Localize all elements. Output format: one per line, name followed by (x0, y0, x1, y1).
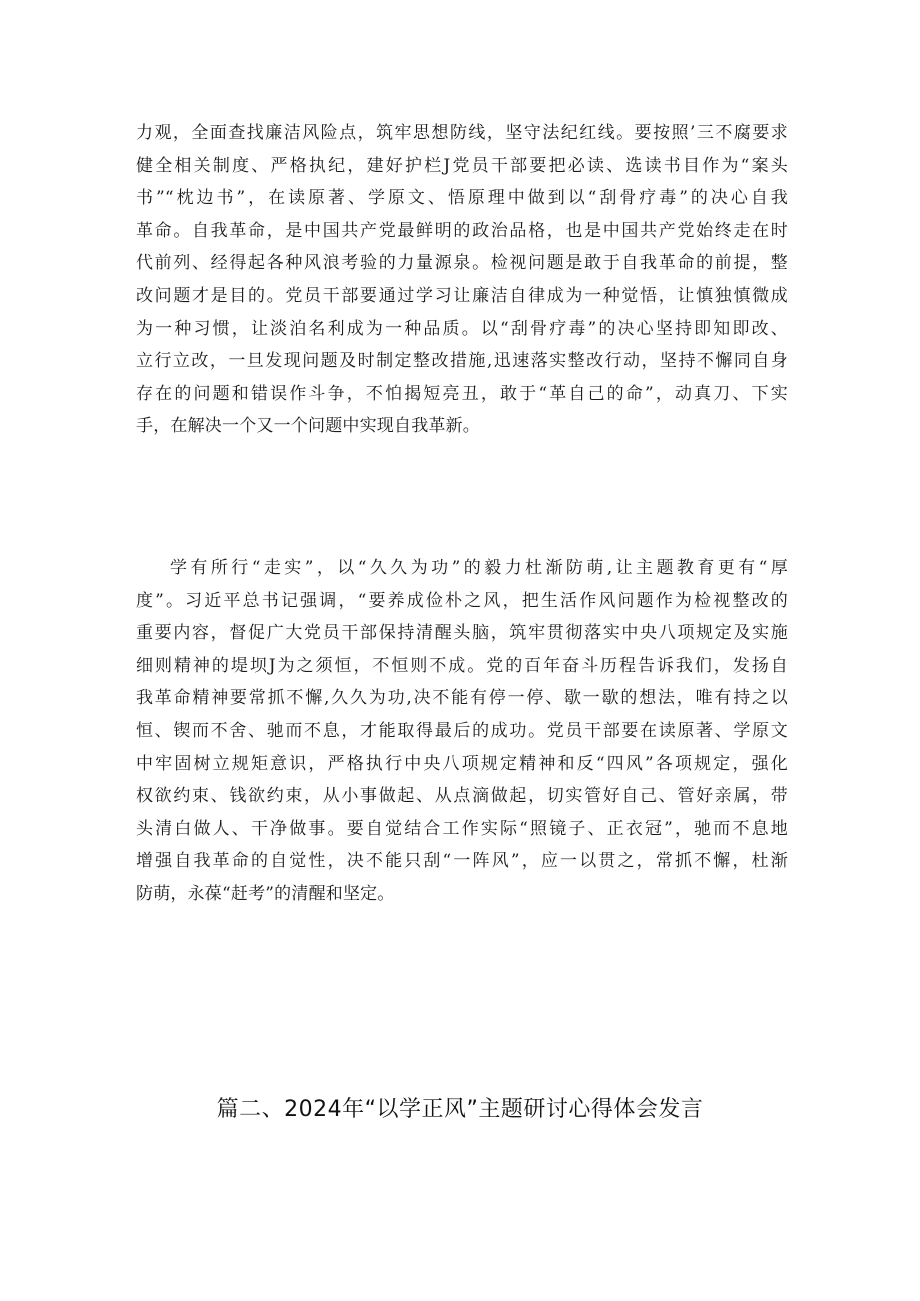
paragraph-line: 细则精神的堤坝J为之须恒，不恒则不成。党的百年奋斗历程告诉我们，发扬自 (136, 655, 788, 676)
paragraph-line: 增强自我革命的自觉性，决不能只刮“一阵风”，应一以贯之，常抓不懈，杜渐 (136, 851, 788, 872)
paragraph-line: 存在的问题和错误作斗争，不怕揭短亮丑，敢于“革自己的命”，动真刀、下实 (136, 383, 788, 404)
paragraph-line: 权欲约束、钱欲约束，从小事做起、从点滴做起，切实管好自己、管好亲属，带 (136, 786, 788, 807)
paragraph-line: 立行立改，一旦发现问题及时制定整改措施,迅速落实整改行动，坚持不懈同自身 (136, 351, 788, 372)
paragraph-line: 书”“枕边书”，在读原著、学原文、悟原理中做到以“刮骨疗毒”的决心自我 (136, 188, 788, 209)
paragraph-line: 度”。习近平总书记强调，“要养成俭朴之风，把生活作风问题作为检视整改的 (136, 590, 788, 611)
paragraph-line: 重要内容，督促广大党员干部保持清醒头脑，筑牢贯彻落实中央八项规定及实施 (136, 623, 788, 644)
paragraph-line: 学有所行“走实”，以“久久为功”的毅力杜渐防萌,让主题教育更有“厚 (170, 558, 788, 578)
body-paragraph-1 (136, 117, 788, 443)
paragraph-line: 健全相关制度、严格执纪，建好护栏J党员干部要把必读、选读书目作为“案头 (136, 155, 788, 176)
paragraph-line: 头清白做人、干净做事。要自觉结合工作实际“照镜子、正衣冠”，驰而不息地 (136, 818, 788, 839)
paragraph-line: 代前列、经得起各种风浪考验的力量源泉。检视问题是敢于自我革命的前提，整 (136, 253, 788, 274)
paragraph-line: 改问题才是目的。党员干部要通过学习让廉洁自律成为一种觉悟，让慎独慎微成 (136, 285, 788, 306)
paragraph-line: 防萌，永葆“赶考”的清醒和坚定。 (136, 883, 395, 904)
paragraph-line: 革命。自我革命，是中国共产党最鲜明的政治品格，也是中国共产党始终走在时 (136, 220, 788, 241)
paragraph-line: 为一种习惯，让淡泊名利成为一种品质。以“刮骨疗毒”的决心坚持即知即改、 (136, 318, 788, 339)
paragraph-line: 力观，全面查找廉洁风险点，筑牢思想防线，坚守法纪红线。要按照’三不腐要求 (136, 123, 788, 143)
section-heading: 篇二、2024年“以学正风”主题研讨心得体会发言 (216, 1097, 704, 1122)
paragraph-line: 恒、锲而不舍、驰而不息，才能取得最后的成功。党员干部要在读原著、学原文 (136, 720, 788, 741)
paragraph-line: 手，在解决一个又一个问题中实现自我革新。 (136, 416, 480, 437)
paragraph-line: 我革命精神要常抓不懈,久久为功,决不能有停一停、歇一歇的想法，唯有持之以 (136, 688, 788, 709)
body-paragraph-2 (136, 552, 788, 911)
paragraph-line: 中牢固树立规矩意识，严格执行中央八项规定精神和反“四风”各项规定，强化 (136, 753, 788, 774)
